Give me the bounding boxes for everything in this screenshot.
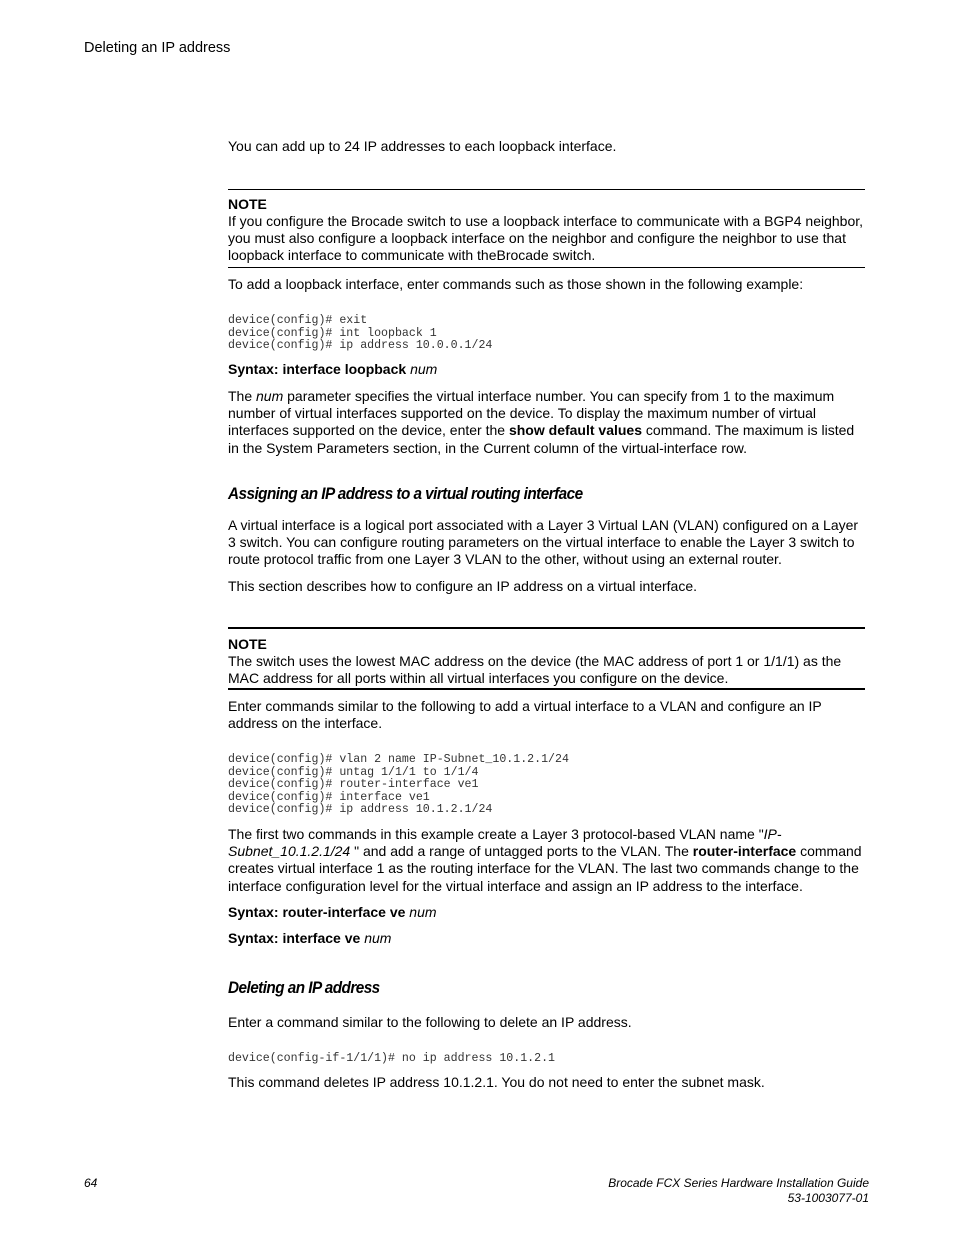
footer-doc-info: [608, 1176, 869, 1206]
guide-title: Brocade FCX Series Hardware Installation Guide: [608, 1176, 869, 1190]
desc-text: command. The maximum is listed in the System Parameters section, in the Current column of the virtual-interface row.: [228, 422, 855, 456]
note1-text: If you configure the Brocade switch to use a loopback interface to communicate with a BGP4 neighbor, you must also configure a loopback interface on the neighbor and configure the neighbor to use that loopback interface to communicate with theBrocade switch.: [228, 213, 864, 264]
delete-paragraph-1: Enter a command similar to the following to delete an IP address.: [228, 1014, 632, 1030]
virtual-commands-description: [228, 826, 865, 895]
loopback-code-block: device(config)# exit device(config)# int loopback 1 device(config)# ip address 10.0.0.1/24: [228, 314, 493, 353]
running-header: Deleting an IP address: [84, 40, 231, 56]
syntax-param: num: [410, 361, 438, 377]
syntax-param: num: [364, 930, 392, 946]
syntax-param: num: [409, 904, 437, 920]
interface-ve-syntax: [228, 930, 391, 947]
desc-command: show default values: [508, 422, 643, 439]
syntax-command: Syntax: interface ve: [228, 930, 361, 946]
virtual-code-block: device(config)# vlan 2 name IP-Subnet_10.1.2.1/24 device(config)# untag 1/1/1 to 1/1/4 device(config)# router-interface ve1 device(config)# interface ve1 device(config)# ip address 10.1.2.1/24: [228, 753, 569, 817]
loopback-description: [228, 388, 865, 457]
delete-code-block: device(config-if-1/1/1)# no ip address 10.1.2.1: [228, 1052, 555, 1065]
desc-vlan-name: IP-Subnet_10.1.2.1/24: [228, 826, 782, 860]
note2-text: The switch uses the lowest MAC address on the device (the MAC address of port 1 or 1/1/1) as the MAC address for all ports within all virtual interfaces you configure on the device.: [228, 653, 842, 687]
syntax-command: Syntax: interface loopback: [228, 361, 407, 377]
desc-text: " and add a range of untagged ports to the VLAN. The: [350, 843, 693, 860]
desc-text: The: [228, 388, 257, 404]
loopback-example-intro: To add a loopback interface, enter commands such as those shown in the following example:: [228, 276, 804, 292]
section-heading-delete: Deleting an IP address: [228, 978, 380, 997]
note1-title: NOTE: [228, 196, 267, 212]
note2-title: NOTE: [228, 636, 267, 652]
desc-param: num: [256, 388, 284, 404]
intro-paragraph: You can add up to 24 IP addresses to each loopback interface.: [228, 138, 617, 154]
note1-bottom-rule: [228, 267, 865, 268]
note1-top-rule: [228, 189, 865, 190]
router-interface-syntax: [228, 904, 437, 921]
delete-paragraph-2: This command deletes IP address 10.1.2.1. You do not need to enter the subnet mask.: [228, 1074, 765, 1090]
page-number: 64: [84, 1176, 98, 1190]
syntax-command: Syntax: router-interface ve: [228, 904, 406, 920]
desc-command: router-interface: [692, 843, 797, 860]
desc-text: The first two commands in this example create a Layer 3 protocol-based VLAN name ": [228, 826, 764, 842]
section-heading-virtual: Assigning an IP address to a virtual routing interface: [228, 484, 583, 503]
virtual-paragraph-2: This section describes how to configure an IP address on a virtual interface.: [228, 578, 697, 594]
note2-top-rule: [228, 627, 865, 629]
desc-text: command creates virtual interface 1 as the routing interface for the VLAN. The last two commands change to the interface configuration level for the virtual interface and assign an IP address to the interface.: [228, 843, 862, 894]
virtual-paragraph-1: A virtual interface is a logical port associated with a Layer 3 Virtual LAN (VLAN) configured on a Layer 3 switch. You can configure routing parameters on the virtual interface to enable the Layer 3 switch to route protocol traffic from one Layer 3 VLAN to the other, without using an external router.: [228, 517, 859, 568]
loopback-syntax: [228, 361, 437, 378]
virtual-commands-intro: Enter commands similar to the following to add a virtual interface to a VLAN and configure an IP address on the interface.: [228, 698, 822, 732]
desc-text: parameter specifies the virtual interface number. You can specify from 1 to the maximum number of virtual interfaces supported on the device. To display the maximum number of virtual interfaces supported on the device, enter the: [228, 388, 835, 439]
doc-number: 53-1003077-01: [787, 1191, 869, 1205]
note2-bottom-rule: [228, 688, 865, 690]
